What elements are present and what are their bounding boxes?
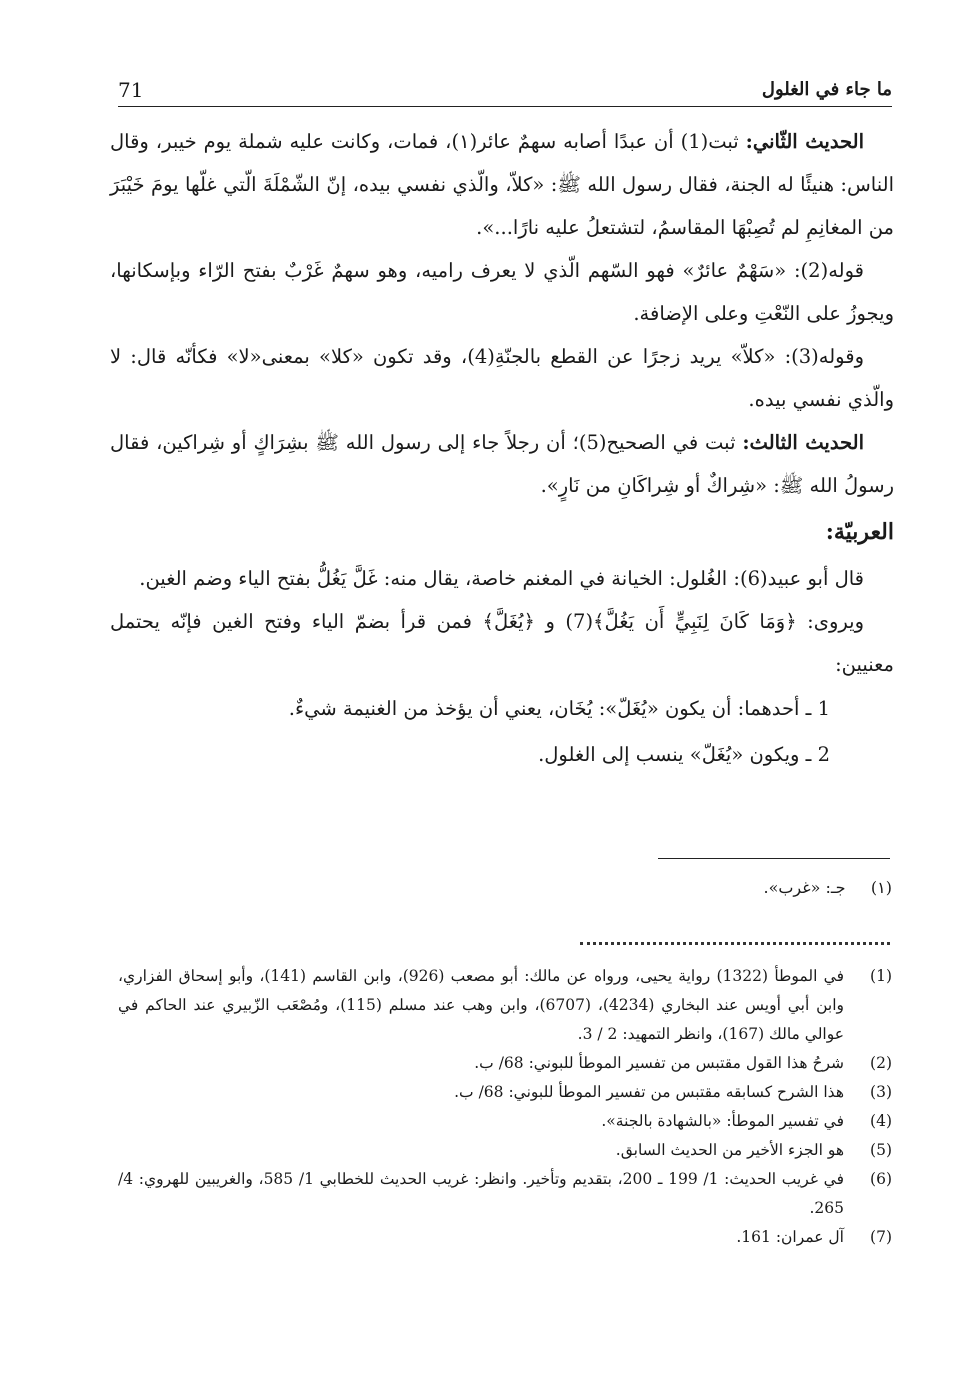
footnote: [118, 962, 892, 1049]
footnote-text: هو الجزء الأخير من الحديث السابق.: [615, 1141, 844, 1159]
paragraph-hadith-two: [110, 120, 894, 249]
footnote-text: آل عمران: 161.: [736, 1228, 844, 1246]
page-number: 71: [118, 78, 144, 102]
footnote-text: شرحُ هذا القول مقتبس من تفسير الموطأ للبوني: 68/ ب.: [474, 1054, 844, 1072]
qiraat-text: ويروى: ﴿وَمَا كَانَ لِنَبِيٍّ أَن يَغُلَّ﴾(7) و ﴿يُغَلَّ﴾ فمن قرأ بضمّ الياء وفتح الغين فإنّه يحتمل معنيين:: [110, 610, 894, 676]
footnote-text: في غريب الحديث: 1/ 199 ـ 200، بتقديم وتأخير. وانظر: غريب الحديث للخطابي 1/ 585، والغريبين للهروي: 4/ 265.: [118, 1170, 844, 1217]
paragraph-abu-ubaid: [110, 557, 894, 600]
variant-note: [118, 874, 892, 902]
footnote: [118, 1107, 892, 1136]
hadith-three-text: ثبت في الصحيح(5)؛ أن رجلاً جاء إلى رسول الله ﷺ بشِرَاكٍ أو شِراكين، فقال رسولُ الله ﷺ: «شِراكٌ أو شِراكَانِ من نَارٍ».: [110, 431, 894, 497]
footnote-number: (3): [870, 1083, 892, 1101]
variant-note-text: جـ: «غرب».: [763, 878, 846, 897]
paragraph-hadith-three: [110, 421, 894, 507]
paragraph-qiraat: [110, 600, 894, 686]
list-item: 1 ـ أحدهما: أن يكون «يُغَلّ»: يُخَان، يعني أن يؤخذ من الغنيمة شيءٌ.: [288, 697, 830, 720]
hadith-two-text: ثبت(1) أن عبدًا أصابه سهمٌ عائر(١)، فمات، وكانت عليه شملة يوم خيبر، وقال الناس: هنيئًا له الجنة، فقال رسول الله ﷺ: «كلاّ، والّذي نفسي بيده، إنّ الشّمْلَةَ الّتي غلّها يومَ خَيْبَرَ من المغانِمِ لم تُصِبْهَا المقاسمُ، لتشتعلُ عليه نارًا...».: [110, 130, 894, 239]
footnote: [118, 1136, 892, 1165]
footnote: [118, 1223, 892, 1252]
section-heading-arabiyya: العربيّة:: [825, 519, 894, 545]
saham-air-text: قوله(2): «سَهْمٌ عائرٌ» فهو السّهم الّذي لا يعرف راميه، وهو سهمٌ غَرْبٌ بفتح الرّاء وبإسكانها، ويجوزُ على النّعْتِ وعلى الإضافة.: [110, 259, 894, 325]
paragraph-saham-air: [110, 249, 894, 335]
footnote-number: (1): [870, 967, 892, 985]
dotted-separator: [580, 942, 890, 945]
running-title: ما جاء في الغلول: [761, 79, 892, 100]
main-text: [110, 120, 894, 778]
footnote-number: (4): [870, 1112, 892, 1130]
kalla-text: وقوله(3): «كلاّ» يريد زجرًا عن القطع بالجنّةِ(4)، وقد تكون «كلا» بمعنى«لا» فكأنّه قال: لا والّذي نفسي بيده.: [110, 345, 894, 411]
paragraph-kalla: [110, 335, 894, 421]
footnote-number: (6): [870, 1170, 892, 1188]
footnote: [118, 1049, 892, 1078]
footnote-number: (7): [870, 1228, 892, 1246]
list-item: 2 ـ ويكون «يُغَلّ» ينسب إلى الغلول.: [538, 743, 830, 766]
footnote-text: في تفسير الموطأ: «بالشهادة بالجنة».: [601, 1112, 844, 1130]
footnotes-list: [118, 962, 892, 1252]
abu-ubaid-text: قال أبو عبيد(6): الغُلول: الخيانة في المغنم خاصة، يقال منه: غَلَّ يَغُلُّ بفتح الياء وضم الغين.: [139, 567, 864, 590]
header-rule: [118, 106, 892, 107]
hadith-two-label: الحديث الثّاني:: [745, 130, 864, 153]
hadith-three-label: الحديث الثالث:: [742, 431, 864, 454]
footnote-text: هذا الشرح كسابقه مقتبس من تفسير الموطأ للبوني: 68/ ب.: [454, 1083, 844, 1101]
footnote: [118, 1165, 892, 1223]
footnote-text: في الموطأ (1322) رواية يحيى، ورواه عن مالك: أبو مصعب (926)، وابن القاسم (141)، وأبو إسحاق الفزاري، وابن أبي أويس عند البخاري (4234)، (6707)، وابن وهب عند مسلم (115)، ومُصْعَب الزّبيري عند الحاكم في عوالي مالك (167)، وانظر التمهيد: 2 / 3.: [118, 967, 845, 1043]
footnote-number: (2): [870, 1054, 892, 1072]
footnote-rule: [658, 858, 890, 859]
footnote-number: (5): [870, 1141, 892, 1159]
variant-note-number: (١): [870, 878, 892, 897]
footnote: [118, 1078, 892, 1107]
running-header: [118, 66, 892, 102]
